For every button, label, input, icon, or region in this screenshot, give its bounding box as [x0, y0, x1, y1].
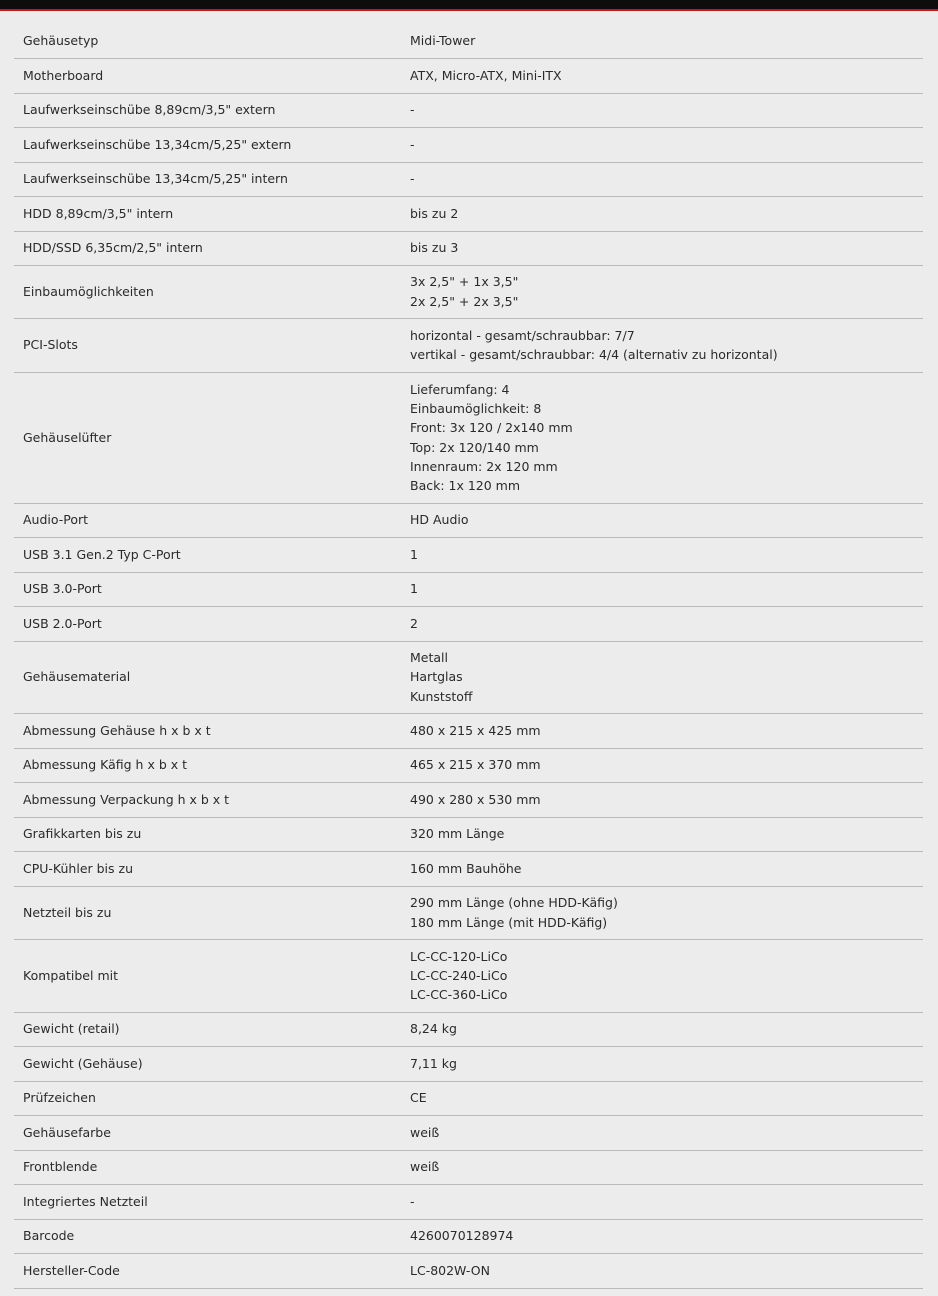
- specifications-panel: [14, 24, 923, 1289]
- spec-value-line: 1: [410, 546, 418, 562]
- spec-label: USB 3.0-Port: [23, 581, 102, 597]
- spec-label: Hersteller-Code: [23, 1262, 120, 1278]
- spec-row: [14, 1219, 923, 1253]
- spec-value: [401, 1012, 923, 1046]
- spec-value-line: Metall: [410, 650, 448, 666]
- spec-row: [14, 713, 923, 748]
- spec-value: [401, 851, 923, 886]
- spec-value-line: Back: 1x 120 mm: [410, 477, 521, 493]
- spec-row: [14, 641, 923, 713]
- spec-value: [401, 503, 923, 537]
- spec-label: HDD/SSD 6,35cm/2,5" intern: [23, 240, 203, 256]
- spec-value: [401, 1253, 923, 1288]
- spec-row: [14, 24, 923, 58]
- spec-row: [14, 1046, 923, 1081]
- spec-label: USB 2.0-Port: [23, 615, 102, 631]
- spec-value: [401, 572, 923, 606]
- spec-value-line: -: [410, 1193, 415, 1209]
- spec-value-line: Hartglas: [410, 669, 463, 685]
- spec-label: Kompatibel mit: [23, 967, 118, 983]
- spec-value: [401, 196, 923, 231]
- spec-value: [401, 1184, 923, 1219]
- spec-row: [14, 372, 923, 503]
- spec-row: [14, 1081, 923, 1115]
- spec-value-line: Kunststoff: [410, 688, 473, 704]
- spec-label: Frontblende: [23, 1159, 98, 1175]
- spec-row: [14, 886, 923, 939]
- spec-label: Abmessung Käfig h x b x t: [23, 757, 187, 773]
- spec-value-line: 7,11 kg: [410, 1055, 457, 1071]
- spec-row: [14, 162, 923, 196]
- spec-row: [14, 127, 923, 162]
- spec-label: Abmessung Gehäuse h x b x t: [23, 722, 211, 738]
- spec-row: [14, 196, 923, 231]
- spec-value: [401, 1219, 923, 1253]
- spec-row: [14, 318, 923, 372]
- specifications-table: [14, 24, 923, 1289]
- spec-label: Gewicht (retail): [23, 1021, 120, 1037]
- spec-label: Abmessung Verpackung h x b x t: [23, 791, 230, 807]
- spec-value-line: CE: [410, 1090, 427, 1106]
- spec-row: [14, 231, 923, 265]
- spec-value: [401, 641, 923, 713]
- spec-value: [401, 817, 923, 851]
- spec-value-line: 490 x 280 x 530 mm: [410, 791, 541, 807]
- spec-value-line: horizontal - gesamt/schraubbar: 7/7: [410, 327, 635, 343]
- spec-row: [14, 503, 923, 537]
- spec-label: Prüfzeichen: [23, 1090, 96, 1106]
- spec-value: [401, 782, 923, 817]
- spec-value: [401, 537, 923, 572]
- spec-row: [14, 1012, 923, 1046]
- spec-value-line: weiß: [410, 1124, 440, 1140]
- spec-row: [14, 606, 923, 641]
- spec-label: Audio-Port: [23, 512, 89, 528]
- spec-label: Laufwerkseinschübe 13,34cm/5,25" intern: [23, 171, 288, 187]
- spec-value: [401, 1046, 923, 1081]
- spec-value-line: Midi-Tower: [410, 33, 476, 49]
- spec-value: [401, 939, 923, 1012]
- spec-value-line: Lieferumfang: 4: [410, 381, 510, 397]
- spec-value: [401, 162, 923, 196]
- spec-value-line: Top: 2x 120/140 mm: [410, 439, 539, 455]
- spec-value-line: 160 mm Bauhöhe: [410, 860, 522, 876]
- spec-label: HDD 8,89cm/3,5" intern: [23, 205, 174, 221]
- spec-label: Gehäusefarbe: [23, 1124, 111, 1140]
- top-header-bar: [0, 0, 938, 11]
- spec-value-line: Einbaumöglichkeit: 8: [410, 401, 542, 417]
- spec-label: Gehäuselüfter: [23, 429, 112, 445]
- spec-label: Gehäusetyp: [23, 33, 99, 49]
- spec-label: Netzteil bis zu: [23, 904, 112, 920]
- spec-value-line: 180 mm Länge (mit HDD-Käfig): [410, 914, 608, 930]
- spec-label: Integriertes Netzteil: [23, 1193, 148, 1209]
- spec-label: PCI-Slots: [23, 337, 78, 353]
- spec-value: [401, 265, 923, 318]
- spec-label: USB 3.1 Gen.2 Typ C-Port: [23, 546, 181, 562]
- spec-value-line: LC-CC-240-LiCo: [410, 967, 508, 983]
- spec-row: [14, 58, 923, 93]
- spec-value-line: 2x 2,5" + 2x 3,5": [410, 293, 519, 309]
- spec-label: CPU-Kühler bis zu: [23, 860, 133, 876]
- spec-value-line: HD Audio: [410, 512, 469, 528]
- spec-row: [14, 817, 923, 851]
- spec-value-line: -: [410, 136, 415, 152]
- spec-label: Gewicht (Gehäuse): [23, 1055, 143, 1071]
- spec-value: [401, 606, 923, 641]
- spec-value: [401, 1115, 923, 1150]
- spec-value: [401, 318, 923, 372]
- spec-value: [401, 886, 923, 939]
- spec-row: [14, 265, 923, 318]
- spec-row: [14, 851, 923, 886]
- spec-value-line: 8,24 kg: [410, 1021, 457, 1037]
- spec-value-line: bis zu 3: [410, 240, 459, 256]
- spec-value: [401, 1150, 923, 1184]
- spec-label: Laufwerkseinschübe 8,89cm/3,5" extern: [23, 102, 276, 118]
- spec-value-line: 3x 2,5" + 1x 3,5": [410, 274, 519, 290]
- spec-value-line: -: [410, 102, 415, 118]
- spec-value: [401, 24, 923, 58]
- spec-value-line: 1: [410, 581, 418, 597]
- spec-value-line: weiß: [410, 1159, 440, 1175]
- spec-value-line: vertikal - gesamt/schraubbar: 4/4 (alternativ zu horizontal): [410, 347, 778, 362]
- spec-value-line: Innenraum: 2x 120 mm: [410, 458, 558, 474]
- spec-value-line: 465 x 215 x 370 mm: [410, 757, 541, 773]
- spec-row: [14, 572, 923, 606]
- spec-value-line: 480 x 215 x 425 mm: [410, 722, 541, 738]
- spec-row: [14, 1184, 923, 1219]
- spec-value-line: 320 mm Länge: [410, 826, 505, 842]
- spec-row: [14, 782, 923, 817]
- specifications-table-body: [14, 24, 923, 1288]
- spec-value-line: 4260070128974: [410, 1228, 514, 1244]
- spec-value: [401, 93, 923, 127]
- spec-row: [14, 1150, 923, 1184]
- spec-value: [401, 713, 923, 748]
- spec-value-line: LC-802W-ON: [410, 1262, 490, 1278]
- spec-value: [401, 748, 923, 782]
- spec-row: [14, 748, 923, 782]
- spec-label: Barcode: [23, 1228, 75, 1244]
- spec-label: Motherboard: [23, 67, 104, 83]
- spec-label: Grafikkarten bis zu: [23, 826, 142, 842]
- spec-row: [14, 1253, 923, 1288]
- spec-row: [14, 537, 923, 572]
- spec-value-line: -: [410, 171, 415, 187]
- spec-label: Gehäusematerial: [23, 669, 131, 685]
- spec-label: Einbaumöglichkeiten: [23, 283, 154, 299]
- spec-value-line: LC-CC-120-LiCo: [410, 948, 508, 964]
- spec-label: Laufwerkseinschübe 13,34cm/5,25" extern: [23, 136, 292, 152]
- spec-value-line: LC-CC-360-LiCo: [410, 987, 508, 1003]
- spec-value: [401, 58, 923, 93]
- spec-value-line: ATX, Micro-ATX, Mini-ITX: [410, 67, 562, 83]
- spec-value-line: 290 mm Länge (ohne HDD-Käfig): [410, 895, 618, 911]
- spec-row: [14, 1115, 923, 1150]
- spec-value: [401, 231, 923, 265]
- spec-value-line: bis zu 2: [410, 205, 459, 221]
- spec-value: [401, 127, 923, 162]
- spec-value: [401, 1081, 923, 1115]
- spec-row: [14, 93, 923, 127]
- spec-value: [401, 372, 923, 503]
- spec-value-line: Front: 3x 120 / 2x140 mm: [410, 420, 573, 436]
- spec-row: [14, 939, 923, 1012]
- spec-value-line: 2: [410, 615, 418, 631]
